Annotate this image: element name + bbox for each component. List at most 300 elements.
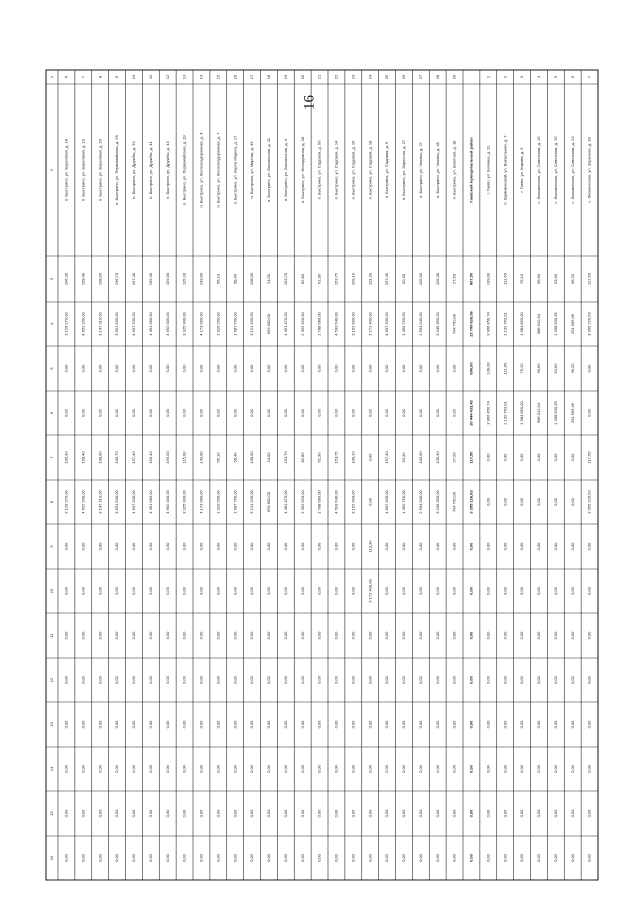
- cell-address: п. Быстрино, ул. Дружбы, д. 41: [147, 141, 153, 199]
- cell-value: 0,00: [552, 498, 558, 506]
- cell-value: 4 607 200,00: [384, 490, 390, 514]
- cell-value: 0,00: [552, 587, 558, 595]
- cell-value: 0,00: [519, 587, 525, 595]
- cell-value: 157,40: [131, 451, 136, 464]
- cell-value: 0,00: [249, 364, 255, 373]
- cell-value: 0,00: [350, 765, 356, 773]
- cell-value: 1 984 850,00: [519, 401, 525, 425]
- cell-value: 690,00: [468, 362, 474, 375]
- cell-row-number: 18: [266, 74, 271, 80]
- cell-value: 0,00: [266, 409, 271, 417]
- cell-value: 0,00: [451, 409, 457, 417]
- cell-address: п. Быстрино, ул. Первомайская, д. 2б: [114, 135, 120, 205]
- cell-address: с. Лисьвенское, ул. Советская, д. 24: [569, 136, 575, 204]
- cell-value: 0,00: [401, 409, 406, 417]
- cell-value: 1 338 900,35: [552, 401, 558, 425]
- cell-value: 0,00: [147, 809, 153, 818]
- cell-value: 0,00: [80, 364, 86, 373]
- cell-value: 3 147 310,00: [97, 490, 103, 514]
- cell-value: 0,00: [114, 854, 120, 862]
- cell-value: 0,00: [282, 364, 288, 373]
- cell-address: п. Быстрино, ул. Чехова, д. 27: [417, 142, 423, 198]
- cell-value: 0,00: [552, 809, 558, 818]
- cell-value: 0,00: [282, 765, 288, 773]
- cell-value: 143,00: [198, 451, 204, 464]
- cell-value: 0,00: [249, 587, 255, 595]
- cell-address: п. Быстрино, ул. Карла Маркса, д. 17: [232, 135, 238, 205]
- cell-value: 158,40: [80, 272, 86, 286]
- cell-value: 0,00: [164, 720, 170, 729]
- cell-address: п. Быстрино, ул. Железнодорожная, д. 4: [198, 132, 204, 208]
- cell-value: 50,30: [401, 452, 406, 463]
- cell-address: п. Быстрино, ул. Садовая, д. 50: [316, 140, 322, 200]
- cell-value: 0,00: [485, 720, 491, 729]
- cell-value: 4 652 200,00: [80, 312, 86, 336]
- cell-value: 0,00: [417, 809, 423, 818]
- cell-value: 0,00: [519, 854, 525, 862]
- cell-address: с. Лисьвенское, ул. Заречная, д. 18: [586, 137, 592, 203]
- cell-value: 0,00: [434, 631, 440, 640]
- cell-address: п. Быстрино, ул. Береговая, д. 20: [97, 139, 103, 201]
- cell-value: 3 325 900,00: [181, 312, 187, 336]
- cell-value: 0,00: [485, 587, 491, 595]
- cell-address: г. Гаево, ул. Кирова, д. 9: [519, 147, 525, 193]
- cell-address: п. Быстрино, ул. Вокзальная, д. 11: [266, 138, 271, 202]
- cell-value: 0,00: [569, 453, 575, 462]
- cell-value: 2 564 040,00: [417, 312, 423, 336]
- cell-address: п. Быстрино, ул. Вокзальная, д. 4: [282, 138, 288, 202]
- cell-value: 0,00: [282, 631, 288, 640]
- cell-value: 3 172 400,00: [367, 312, 373, 336]
- cell-value: 106,30: [63, 451, 69, 464]
- cell-value: 0,00: [417, 676, 423, 684]
- cell-value: 113,30: [367, 273, 373, 285]
- cell-value: 76,10: [519, 273, 525, 285]
- cell-address: п. Быстрино, ул. Береговая, д. 18: [63, 139, 69, 201]
- cell-value: 0,00: [282, 809, 288, 818]
- cell-value: 115,00: [181, 273, 187, 285]
- cell-value: 0,00: [434, 809, 440, 818]
- cell-value: 0,00: [181, 765, 187, 773]
- cell-address: п. Быстрино, ул. Шахтная, д. 18: [451, 140, 457, 200]
- cell-value: 0,00: [198, 542, 204, 551]
- cell-value: 0,00: [114, 631, 120, 640]
- cell-value: 0,00: [536, 809, 541, 818]
- cell-value: 0,00: [401, 631, 406, 640]
- cell-value: 0,00: [266, 809, 271, 818]
- cell-value: 0,00: [131, 854, 136, 862]
- cell-value: 0,00: [384, 854, 390, 862]
- column-header-12: 12: [49, 677, 55, 683]
- cell-value: 153,75: [333, 272, 339, 286]
- cell-value: 4 491 470,00: [282, 312, 288, 336]
- cell-value: 3 147 310,00: [97, 312, 103, 336]
- cell-value: 153,75: [333, 451, 339, 464]
- cell-value: 76,10: [519, 363, 525, 374]
- cell-value: 0,00: [232, 364, 238, 373]
- cell-row-number: 27: [417, 74, 423, 80]
- column-header-3: 3: [49, 277, 55, 281]
- column-header-13: 13: [49, 722, 55, 727]
- cell-value: 0,00: [181, 676, 187, 684]
- cell-value: 1 338 900,35: [552, 312, 558, 336]
- cell-value: 0,00: [147, 631, 153, 640]
- cell-row-number: 23: [350, 74, 356, 80]
- cell-value: 0,00: [266, 542, 271, 551]
- cell-value: 159,00: [164, 272, 170, 286]
- cell-row-number: 20: [299, 74, 305, 80]
- cell-value: 0,00: [164, 854, 170, 862]
- cell-value: 0,00: [266, 854, 271, 862]
- cell-value: 0,00: [198, 587, 204, 595]
- cell-value: 794 750,00: [451, 313, 457, 335]
- cell-value: 0,00: [586, 542, 592, 551]
- cell-value: 0,00: [569, 542, 575, 551]
- cell-value: 0,00: [451, 631, 457, 640]
- cell-value: 155,40: [147, 451, 153, 464]
- cell-row-number: 22: [333, 74, 339, 80]
- cell-address: п. Быстрино, ул. Береговая, д. 19: [80, 139, 86, 201]
- cell-value: 0,00: [299, 809, 305, 818]
- cell-value: 0,00: [164, 809, 170, 818]
- cell-value: 157,40: [384, 451, 390, 464]
- cell-value: 0,00: [249, 765, 255, 773]
- cell-value: 0,00: [249, 409, 255, 417]
- cell-value: 0,00: [63, 409, 69, 417]
- cell-address: п. Быстрино, ул. Дружбы, д. 34: [131, 141, 136, 199]
- column-header-6: 6: [49, 411, 55, 415]
- cell-value: 0,00: [502, 631, 508, 640]
- cell-value: 0,00: [299, 587, 305, 595]
- cell-value: 136,70: [114, 272, 120, 286]
- cell-value: 0,00: [552, 676, 558, 684]
- cell-value: 0,00: [63, 676, 69, 684]
- cell-value: 0,00: [536, 542, 541, 551]
- cell-value: 3 121 200,00: [249, 312, 255, 336]
- cell-value: 0,00: [215, 676, 221, 684]
- cell-value: 106,30: [63, 272, 69, 286]
- cell-address: п. Быстрино, ул. Первомайская, д. 19: [181, 135, 187, 205]
- cell-value: 0,00: [63, 854, 69, 862]
- cell-value: 117,50: [586, 273, 592, 285]
- cell-value: 0,00: [333, 765, 339, 773]
- cell-value: 0,00: [63, 765, 69, 773]
- cell-value: 0,00: [367, 676, 373, 684]
- cell-value: 0,00: [468, 854, 474, 862]
- cell-value: 108,90: [97, 451, 103, 464]
- cell-value: 117,50: [468, 451, 474, 464]
- cell-row-number: 5: [552, 75, 558, 79]
- cell-value: 0,00: [401, 720, 406, 729]
- column-header-4: 4: [49, 322, 55, 326]
- cell-value: 0,00: [417, 364, 423, 373]
- cell-value: 0,00: [468, 587, 474, 595]
- cell-value: 986 012,94: [536, 402, 541, 424]
- cell-value: 0,00: [502, 498, 508, 506]
- cell-address: п. Шумихинский, ул. Вокзальная, д. 7: [502, 135, 508, 205]
- cell-value: 0,00: [451, 364, 457, 373]
- cell-value: 0,00: [316, 765, 322, 773]
- cell-value: 0,00: [367, 498, 373, 506]
- cell-value: 0,00: [384, 587, 390, 595]
- cell-value: 0,00: [586, 409, 592, 417]
- column-header-8: 8: [49, 500, 55, 504]
- cell-value: 136,70: [114, 451, 120, 464]
- cell-address: п. Быстрино, ул. Садовая, д. 18: [367, 140, 373, 200]
- cell-value: 0,00: [333, 809, 339, 818]
- cell-value: 0,00: [97, 364, 103, 373]
- cell-value: 20 444 433,43: [468, 400, 474, 426]
- cell-value: 0,00: [434, 409, 440, 417]
- cell-value: 4 607 200,00: [131, 312, 136, 336]
- cell-value: 0,00: [181, 409, 187, 417]
- cell-value: 0,00: [451, 542, 457, 551]
- cell-value: 3 172 400,00: [367, 579, 373, 603]
- cell-value: 0,00: [282, 409, 288, 417]
- cell-value: 0,00: [131, 364, 136, 373]
- cell-value: 0,00: [384, 720, 390, 729]
- cell-row-number: 14: [198, 74, 204, 80]
- cell-value: 0,00: [485, 631, 491, 640]
- cell-value: 1 910 290,00: [215, 490, 221, 514]
- cell-value: 0,00: [131, 765, 136, 773]
- cell-address: с. Лисьвенское, ул. Советская, д. 15: [536, 136, 541, 204]
- cell-value: 0,00: [181, 854, 187, 862]
- cell-row-number: 25: [384, 74, 390, 80]
- cell-value: 159,00: [164, 451, 170, 464]
- cell-value: 0,00: [519, 498, 525, 506]
- cell-value: 0,00: [401, 676, 406, 684]
- cell-value: 0,00: [502, 542, 508, 551]
- cell-value: 61,30: [316, 273, 322, 285]
- cell-value: 4 607 200,00: [131, 490, 136, 514]
- cell-value: 4 652 000,00: [164, 490, 170, 514]
- cell-value: 251 995,36: [569, 313, 575, 335]
- cell-value: 0,00: [198, 720, 204, 729]
- cell-value: 0,00: [232, 854, 238, 862]
- cell-value: 0,00: [147, 854, 153, 862]
- cell-value: 0,00: [401, 809, 406, 818]
- cell-value: 0,00: [485, 854, 491, 862]
- cell-value: 0,00: [147, 765, 153, 773]
- cell-value: 36,20: [569, 273, 575, 285]
- cell-value: 0,00: [97, 854, 103, 862]
- cell-value: 3 951 630,00: [114, 312, 120, 336]
- cell-value: 0,00: [80, 676, 86, 684]
- cell-value: 0,00: [434, 676, 440, 684]
- cell-value: 139,00: [485, 272, 491, 286]
- cell-value: 1 788 680,00: [316, 490, 322, 514]
- cell-value: 0,00: [350, 587, 356, 595]
- cell-row-number: 16: [232, 74, 238, 80]
- cell-value: 0,00: [434, 765, 440, 773]
- cell-value: 82,80: [299, 273, 305, 285]
- cell-value: 108,00: [249, 451, 255, 464]
- column-header-11: 11: [49, 633, 55, 638]
- cell-value: 0,00: [519, 453, 525, 462]
- cell-value: 0,00: [282, 587, 288, 595]
- cell-value: 0,00: [502, 720, 508, 729]
- column-header-10: 10: [49, 588, 55, 594]
- cell-value: 0,00: [468, 631, 474, 640]
- cell-value: 3 966 456,74: [485, 401, 491, 425]
- cell-value: 0,00: [80, 542, 86, 551]
- cell-value: 0,00: [80, 720, 86, 729]
- cell-address: Гаевский муниципальный район: [468, 137, 474, 203]
- cell-value: 0,00: [485, 809, 491, 818]
- cell-row-number: 7: [586, 75, 592, 79]
- cell-value: 1 687 760,00: [232, 312, 238, 336]
- cell-value: 0,00: [586, 765, 592, 773]
- cell-value: 0,00: [519, 765, 525, 773]
- cell-value: 113,30: [367, 540, 373, 553]
- cell-value: 2 392 920,00: [299, 490, 305, 514]
- cell-value: 109,10: [350, 451, 356, 464]
- cell-row-number: 21: [316, 74, 322, 80]
- cell-value: 0,00: [164, 364, 170, 373]
- cell-value: 0,00: [485, 453, 491, 462]
- cell-value: 0,00: [519, 676, 525, 684]
- cell-row-number: 24: [367, 74, 373, 80]
- cell-value: 0,00: [215, 409, 221, 417]
- cell-value: 3 045 350,00: [434, 312, 440, 336]
- cell-value: 0,00: [468, 720, 474, 729]
- cell-value: 0,00: [536, 720, 541, 729]
- cell-value: 0,00: [316, 809, 322, 818]
- cell-row-number: 4: [536, 75, 541, 79]
- cell-value: 693 600,00: [266, 491, 271, 513]
- cell-value: 0,00: [232, 809, 238, 818]
- cell-value: 0,00: [198, 854, 204, 862]
- cell-value: 23 799 626,06: [468, 311, 474, 337]
- cell-value: 0,00: [384, 409, 390, 417]
- cell-value: 0,00: [384, 631, 390, 640]
- cell-value: 0,00: [350, 720, 356, 729]
- cell-value: 0,00: [350, 364, 356, 373]
- cell-address: п. Быстрино, ул. Железнодорожная, д. 7: [215, 132, 221, 208]
- cell-row-number: 9: [114, 75, 120, 79]
- cell-row-number: 2: [502, 75, 508, 79]
- cell-value: 0,00: [181, 809, 187, 818]
- cell-value: 0,00: [215, 809, 221, 818]
- cell-value: 0,00: [569, 809, 575, 818]
- cell-value: 0,00: [367, 453, 373, 462]
- cell-value: 0,00: [417, 587, 423, 595]
- cell-value: 36,20: [569, 363, 575, 374]
- column-header-16: 16: [49, 855, 55, 861]
- cell-value: 0,00: [97, 631, 103, 640]
- cell-value: 27,50: [451, 452, 457, 463]
- cell-value: 111,60: [502, 362, 508, 375]
- cell-value: 0,00: [569, 676, 575, 684]
- cell-value: 0,00: [451, 587, 457, 595]
- cell-value: 0,00: [434, 854, 440, 862]
- cell-row-number: 3: [519, 75, 525, 79]
- cell-value: 0,00: [401, 854, 406, 862]
- cell-value: 0,00: [485, 676, 491, 684]
- cell-value: 0,00: [299, 542, 305, 551]
- cell-value: 0,00: [451, 854, 457, 862]
- cell-value: 0,00: [569, 631, 575, 640]
- cell-value: 0,00: [367, 809, 373, 818]
- cell-value: 0,00: [97, 809, 103, 818]
- cell-value: 0,00: [63, 720, 69, 729]
- cell-value: 0,00: [569, 854, 575, 862]
- cell-value: 0,00: [401, 587, 406, 595]
- cell-value: 108,90: [97, 272, 103, 286]
- cell-value: 0,00: [451, 809, 457, 818]
- cell-value: 4 173 090,00: [198, 490, 204, 514]
- cell-value: 0,00: [384, 364, 390, 373]
- cell-value: 0,00: [232, 542, 238, 551]
- cell-value: 4 491 470,00: [282, 490, 288, 514]
- cell-value: 0,00: [333, 364, 339, 373]
- cell-value: 58,40: [232, 452, 238, 463]
- cell-value: 0,00: [114, 409, 120, 417]
- cell-value: 139,00: [485, 362, 491, 375]
- cell-value: 0,00: [434, 542, 440, 551]
- cell-value: 0,00: [434, 720, 440, 729]
- cell-value: 0,00: [114, 809, 120, 818]
- cell-value: 1 450 750,00: [401, 490, 406, 514]
- cell-value: 0,00: [502, 676, 508, 684]
- cell-value: 0,00: [384, 542, 390, 551]
- cell-value: 0,00: [232, 720, 238, 729]
- cell-value: 0,00: [299, 765, 305, 773]
- cell-value: 0,00: [350, 409, 356, 417]
- cell-value: 0,00: [232, 765, 238, 773]
- cell-value: 0,00: [232, 676, 238, 684]
- cell-value: 0,00: [80, 409, 86, 417]
- cell-value: 0,00: [114, 676, 120, 684]
- cell-value: 0,00: [333, 854, 339, 862]
- cell-value: 0,00: [401, 364, 406, 373]
- cell-value: 0,00: [299, 409, 305, 417]
- cell-value: 155,40: [147, 272, 153, 286]
- cell-value: 0,00: [215, 720, 221, 729]
- cell-value: 0,00: [63, 587, 69, 595]
- column-header-14: 14: [49, 766, 55, 772]
- cell-value: 0,00: [131, 587, 136, 595]
- cell-value: 0,00: [215, 364, 221, 373]
- cell-row-number: 26: [401, 74, 406, 80]
- cell-value: 0,00: [249, 854, 255, 862]
- cell-value: 0,00: [417, 409, 423, 417]
- cell-value: 0,00: [367, 364, 373, 373]
- cell-value: 0,00: [114, 542, 120, 551]
- cell-value: 0,00: [232, 409, 238, 417]
- cell-value: 0,00: [316, 409, 322, 417]
- cell-value: 0,00: [131, 631, 136, 640]
- cell-value: 0,00: [468, 676, 474, 684]
- cell-value: 24,00: [266, 273, 271, 285]
- cell-value: 0,00: [468, 765, 474, 773]
- cell-value: 0,00: [181, 631, 187, 640]
- cell-value: 0,00: [468, 542, 474, 551]
- cell-value: 0,00: [367, 854, 373, 862]
- cell-address: с. Лисьвенское, ул. Советская, д. 15: [552, 136, 558, 204]
- cell-value: 0,00: [249, 720, 255, 729]
- cell-value: 0,00: [536, 587, 541, 595]
- cell-value: 807,50: [468, 272, 474, 286]
- cell-value: 0,00: [164, 631, 170, 640]
- cell-value: 0,00: [417, 765, 423, 773]
- cell-value: 0,00: [468, 809, 474, 818]
- cell-address: п. Быстрино, ул. Мирная, д. 43: [249, 141, 255, 199]
- cell-value: 109,10: [350, 272, 356, 286]
- cell-value: 105,30: [434, 451, 440, 464]
- cell-value: 0,00: [80, 631, 86, 640]
